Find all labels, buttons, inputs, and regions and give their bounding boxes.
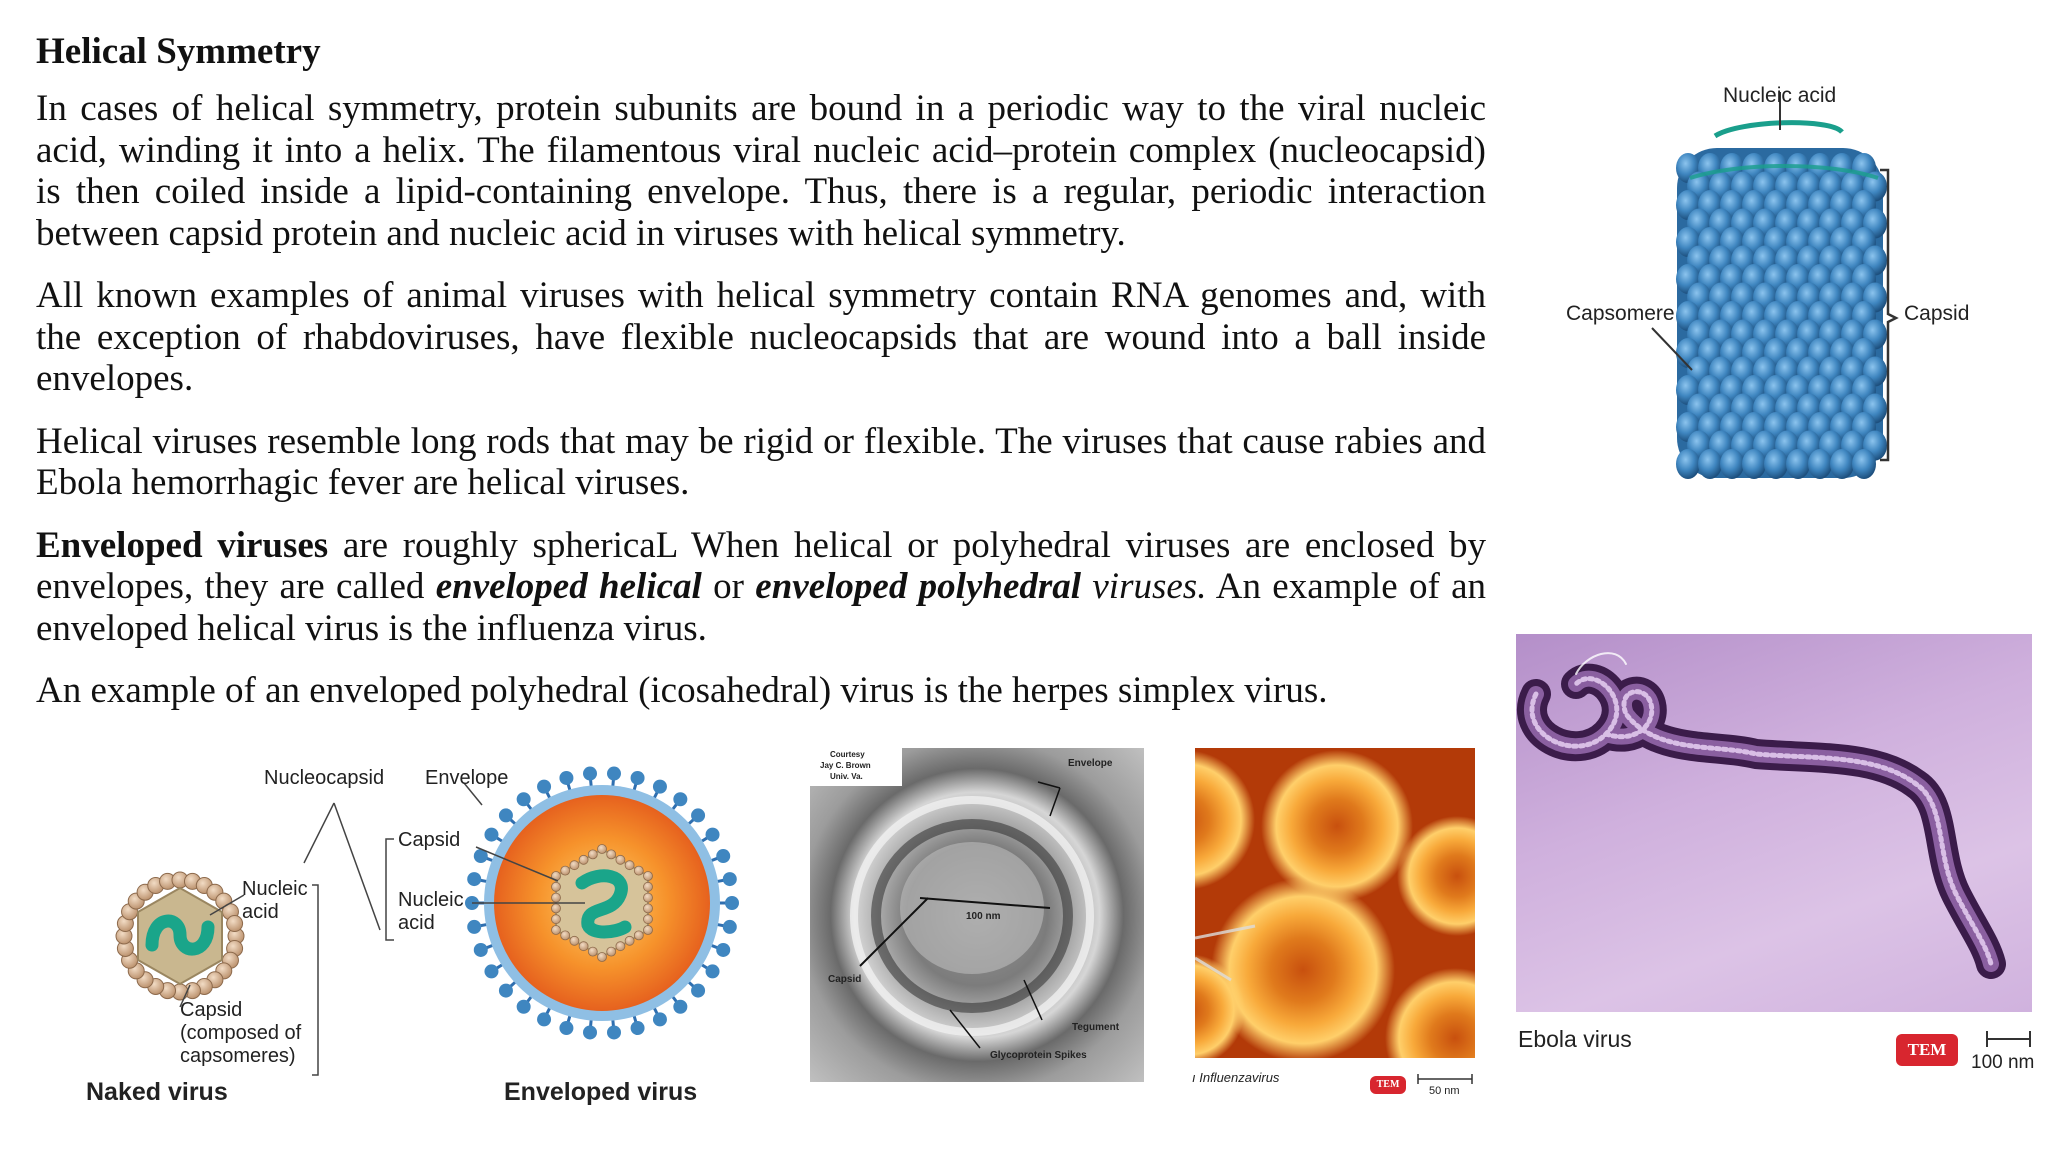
ebola-tem-badge: TEM	[1896, 1034, 1958, 1066]
helical-capsid-illustration	[1540, 70, 2040, 510]
influenza-tem-badge: TEM	[1370, 1076, 1406, 1094]
virus-diagram-illustration	[80, 755, 760, 1125]
em-courtesy-2: Jay C. Brown	[820, 761, 871, 770]
nucleic-acid-strand	[1715, 123, 1842, 136]
label-capsid-note-1: Capsid	[180, 999, 243, 1021]
label-capsid: Capsid	[1904, 302, 1970, 325]
label-nucleic-acid-naked-2: acid	[242, 901, 279, 923]
text-column	[36, 30, 1486, 733]
influenza-scale-bar	[1416, 1072, 1476, 1086]
em-label-spikes: Glycoprotein Spikes	[990, 1050, 1087, 1061]
em-courtesy-1: Courtesy	[830, 750, 865, 759]
term-enveloped-polyhedral: enveloped polyhedral	[755, 566, 1082, 608]
paragraph-enveloped	[36, 525, 1486, 650]
helical-capsid-figure	[1540, 70, 2040, 510]
enveloped-text-3: An example of an enveloped helical virus is the influenza virus.	[36, 566, 1487, 649]
paragraph-animal-viruses: All known examples of animal viruses with helical symmetry contain RNA genomes and, with the exception of rhabdoviruses, have flexible nucleocapsids that are wound into a ball inside envelopes.	[36, 275, 1486, 400]
label-nucleocapsid: Nucleocapsid	[264, 767, 385, 789]
title-naked-virus: Naked virus	[86, 1078, 228, 1106]
influenza-photo	[1195, 748, 1475, 1062]
naked-virus	[116, 872, 244, 1000]
label-nucleic-acid-env-1: Nucleic	[398, 889, 464, 911]
label-capsid-note-2: (composed of	[180, 1022, 302, 1044]
enveloped-italic: viruses.	[1081, 566, 1207, 608]
influenza-scale-label: 50 nm	[1429, 1085, 1460, 1097]
section-heading: Helical Symmetry	[36, 31, 321, 72]
paragraph-helical-rods: Helical viruses resemble long rods that may be rigid or flexible. The viruses that cause rabies and Ebola hemorrhagic fever are helical viruses.	[36, 420, 1486, 504]
virus-structure-diagram	[80, 755, 760, 1125]
label-nucleic-acid-env-2: acid	[398, 912, 435, 934]
paragraph-herpes: An example of an enveloped polyhedral (icosahedral) virus is the herpes simplex virus.	[36, 670, 1328, 712]
label-capsid-enveloped: Capsid	[398, 829, 461, 851]
herpes-em-photo	[810, 748, 1144, 1082]
ebola-scale-label: 100 nm	[1971, 1052, 2035, 1073]
ebola-caption: Ebola virus	[1518, 1026, 1632, 1052]
label-nucleic-acid: Nucleic acid	[1723, 84, 1837, 107]
paragraph-helical-intro: In cases of helical symmetry, protein subunits are bound in a periodic way to the viral nucleic acid, winding it into a helix. The filamentous viral nucleic acid–protein complex (nucleocapsid) is then coiled inside a lipid-containing envelope. Thus, there is a regular, periodic interaction between capsid protein and nucleic acid in viruses with helical symmetry.	[36, 88, 1486, 254]
term-enveloped-helical: enveloped helical	[435, 566, 702, 608]
enveloped-lead: Enveloped viruses	[36, 524, 329, 566]
em-label-envelope: Envelope	[1068, 758, 1113, 769]
em-label-tegument: Tegument	[1072, 1022, 1120, 1033]
label-nucleic-acid-naked-1: Nucleic	[242, 878, 308, 900]
label-capsid-note-3: capsomeres)	[180, 1045, 296, 1067]
label-envelope: Envelope	[425, 767, 509, 789]
ebola-scale-bar	[1984, 1028, 2034, 1050]
label-capsomere: Capsomere	[1566, 302, 1675, 325]
em-label-scale: 100 nm	[966, 911, 1001, 922]
em-courtesy-3: Univ. Va.	[830, 772, 863, 781]
ebola-photo	[1516, 634, 2032, 1012]
influenza-caption: ı Influenzavirus	[1192, 1070, 1280, 1085]
em-label-capsid: Capsid	[828, 974, 862, 985]
enveloped-text-1: are roughly sphericaL When helical or polyhedral viruses are enclosed by envelopes, they are called	[36, 524, 1486, 608]
enveloped-text-2: or	[701, 566, 756, 608]
title-enveloped-virus: Enveloped virus	[504, 1078, 698, 1106]
